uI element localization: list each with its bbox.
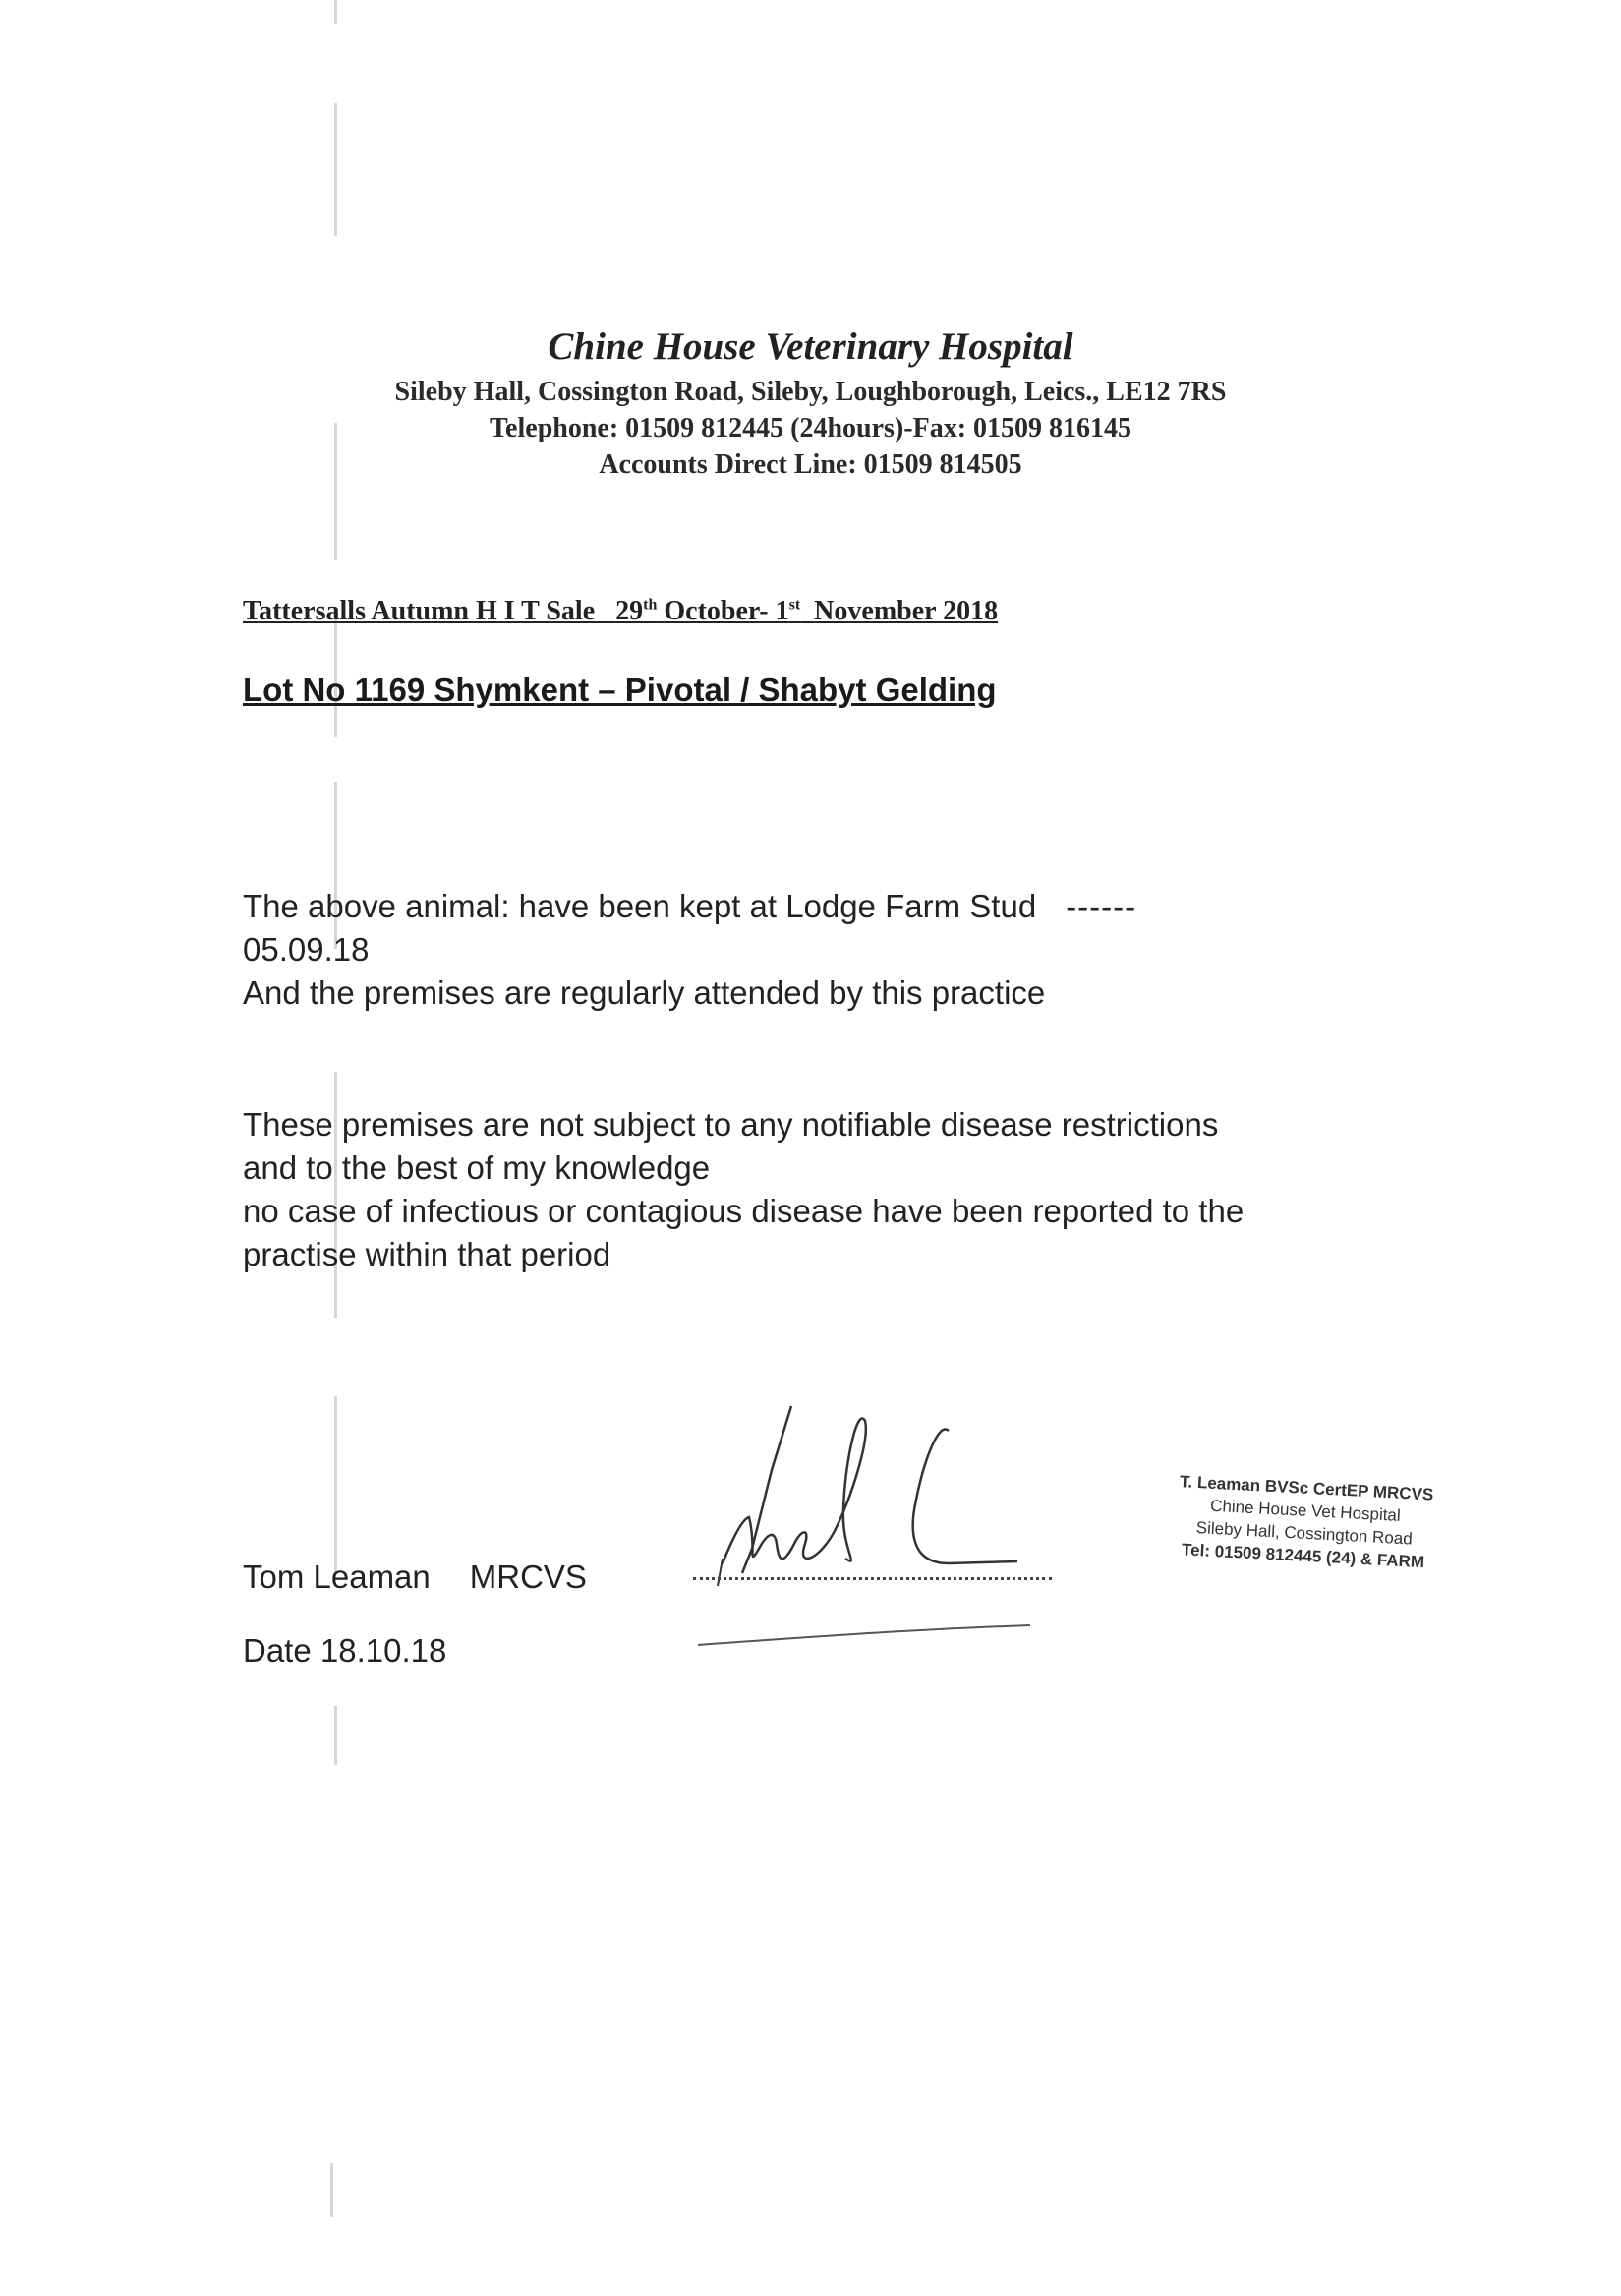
signature-date: Date 18.10.18 xyxy=(243,1632,447,1669)
stamp-line-3: Sileby Hall, Cossington Road xyxy=(1195,1518,1414,1549)
residence-line-3: And the premises are regularly attended by this practice xyxy=(243,974,1046,1011)
letterhead-title: Chine House Veterinary Hospital xyxy=(548,325,1073,368)
letterhead-telephone: Telephone: 01509 812445 (24hours)-Fax: 01509 816145 xyxy=(489,413,1132,443)
handwritten-signature xyxy=(688,1401,1062,1647)
residence-line-1 xyxy=(243,885,1136,928)
scan-artifact xyxy=(334,1396,337,1573)
sale-end-suffix: st xyxy=(788,596,801,614)
residence-line-1-dash: ------ xyxy=(1066,888,1137,924)
scan-artifact xyxy=(330,2163,333,2217)
scan-artifact xyxy=(334,0,337,24)
signatory-line xyxy=(243,1559,587,1596)
sale-prefix: Tattersalls Autumn H I T Sale xyxy=(243,596,596,626)
letterhead-address: Sileby Hall, Cossington Road, Sileby, Loughborough, Leics., LE12 7RS xyxy=(394,377,1227,407)
signature-dotted-line xyxy=(693,1577,1052,1580)
lot-heading: Lot No 1169 Shymkent – Pivotal / Shabyt Gelding xyxy=(243,672,997,708)
sale-end-month-year: November 2018 xyxy=(814,596,999,626)
practice-stamp xyxy=(1135,1468,1474,1576)
stamp-line-1: T. Leaman BVSc CertEP MRCVS xyxy=(1179,1472,1434,1504)
disease-line-3: no case of infectious or contagious disease have been reported to the xyxy=(243,1193,1245,1229)
residence-paragraph xyxy=(243,885,1136,1015)
signatory-title: MRCVS xyxy=(469,1559,587,1595)
sale-start-day: 29 xyxy=(615,596,644,626)
disease-line-1: These premises are not subject to any notifiable disease restrictions xyxy=(243,1106,1219,1143)
disease-statement-paragraph xyxy=(243,1103,1244,1276)
sale-start-suffix: th xyxy=(643,596,658,614)
scan-artifact xyxy=(334,1706,337,1765)
residence-line-1-text: The above animal: have been kept at Lodge Farm Stud xyxy=(243,888,1037,924)
residence-line-2: 05.09.18 xyxy=(243,931,370,968)
stamp-line-4: Tel: 01509 812445 (24) & FARM xyxy=(1181,1540,1425,1572)
stamp-line-2: Chine House Vet Hospital xyxy=(1209,1496,1402,1525)
sale-start-month: October- 1 xyxy=(664,596,789,626)
disease-line-2: and to the best of my knowledge xyxy=(243,1149,711,1186)
sale-heading xyxy=(243,596,998,627)
letterhead-accounts: Accounts Direct Line: 01509 814505 xyxy=(599,449,1022,480)
disease-line-4: practise within that period xyxy=(243,1236,611,1272)
signatory-name: Tom Leaman xyxy=(243,1559,431,1595)
scan-artifact xyxy=(334,103,337,236)
